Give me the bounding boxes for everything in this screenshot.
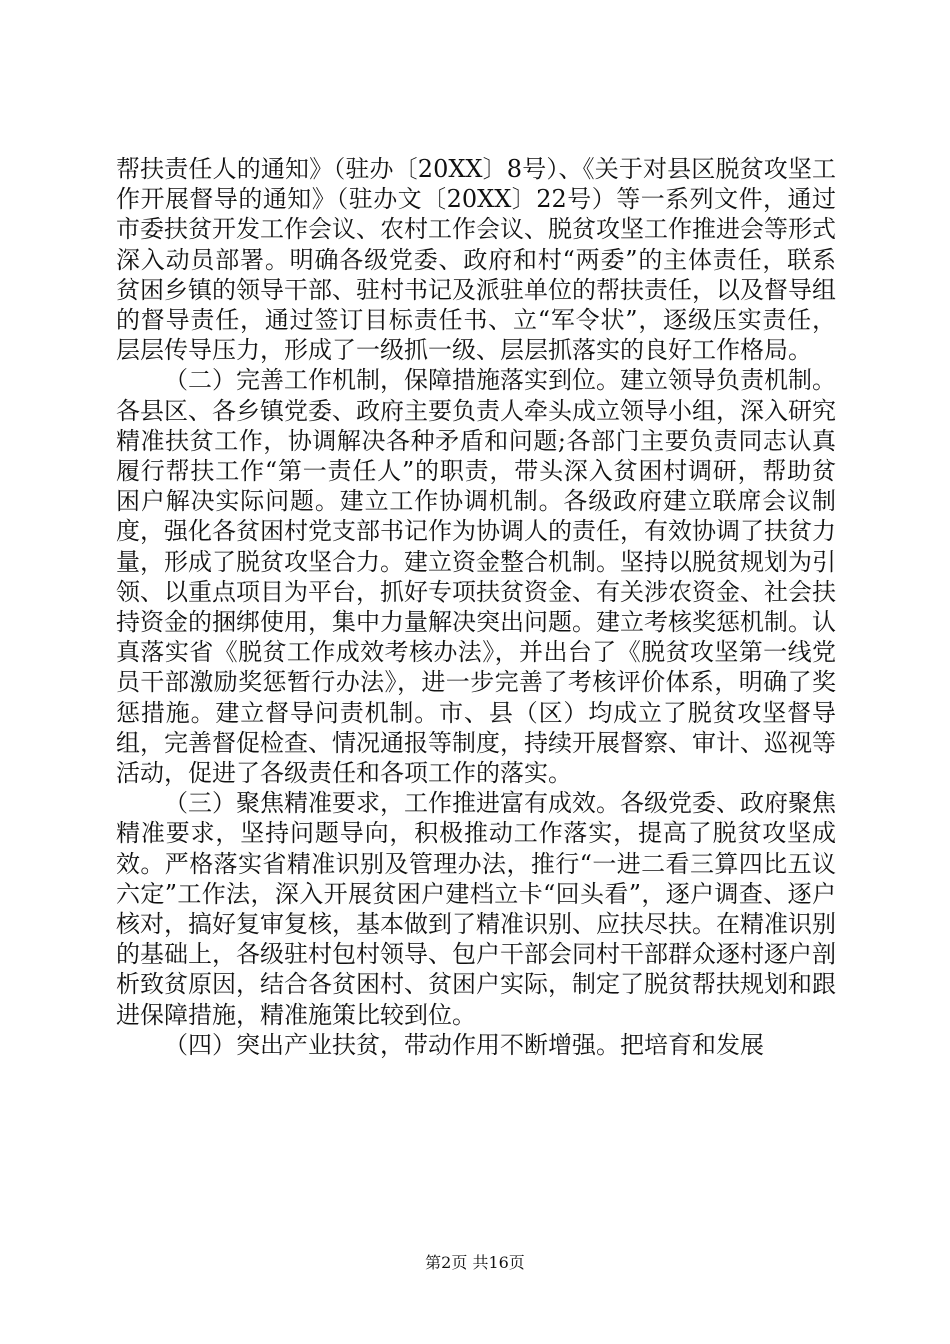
paragraph-4: （四）突出产业扶贫，带动作用不断增强。把培育和发展 [164,1030,764,1059]
paragraph-1: 帮扶责任人的通知》（驻办〔20XX〕8号）、《关于对县区脱贫攻坚工作开展督导的通知》（驻办文〔20XX〕22号）等一系列文件，通过市委扶贫开发工作会议、农村工作会议、脱贫攻坚工作推进会等形式深入动员部署。明确各级党委、政府和村“两委”的主体责任，联系贫困乡镇的领导干部、驻村书记及派驻单位的帮扶责任，以及督导组的督导责任，通过签订目标责任书、立“军令状”，逐级压实责任，层层传导压力，形成了一级抓一级、层层抓落实的良好工作格局。 [116,155,836,365]
paragraph-3: （三）聚焦精准要求，工作推进富有成效。各级党委、政府聚焦精准要求，坚持问题导向，积极推动工作落实，提高了脱贫攻坚成效。严格落实省精准识别及管理办法，推行“一进二看三算四比五议六定”工作法，深入开展贫困户建档立卡“回头看”，逐户调查、逐户核对，搞好复审复核，基本做到了精准识别、应扶尽扶。在精准识别的基础上，各级驻村包村领导、包户干部会同村干部群众逐村逐户剖析致贫原因，结合各贫困村、贫困户实际，制定了脱贫帮扶规划和跟进保障措施，精准施策比较到位。 [116,789,836,1029]
document-body [116,154,836,1060]
paragraph-2: （二）完善工作机制，保障措施落实到位。建立领导负责机制。各县区、各乡镇党委、政府主要负责人牵头成立领导小组，深入研究精准扶贫工作，协调解决各种矛盾和问题;各部门主要负责同志认真履行帮扶工作“第一责任人”的职责，带头深入贫困村调研，帮助贫困户解决实际问题。建立工作协调机制。各级政府建立联席会议制度，强化各贫困村党支部书记作为协调人的责任，有效协调了扶贫力量，形成了脱贫攻坚合力。建立资金整合机制。坚持以脱贫规划为引领、以重点项目为平台，抓好专项扶贫资金、有关涉农资金、社会扶持资金的捆绑使用，集中力量解决突出问题。建立考核奖惩机制。认真落实省《脱贫工作成效考核办法》，并出台了《脱贫攻坚第一线党员干部激励奖惩暂行办法》，进一步完善了考核评价体系，明确了奖惩措施。建立督导问责机制。市、县（区）均成立了脱贫攻坚督导组，完善督促检查、情况通报等制度，持续开展督察、审计、巡视等活动，促进了各级责任和各项工作的落实。 [116,366,836,788]
page-footer: 第2页 共16页 [425,1253,525,1272]
